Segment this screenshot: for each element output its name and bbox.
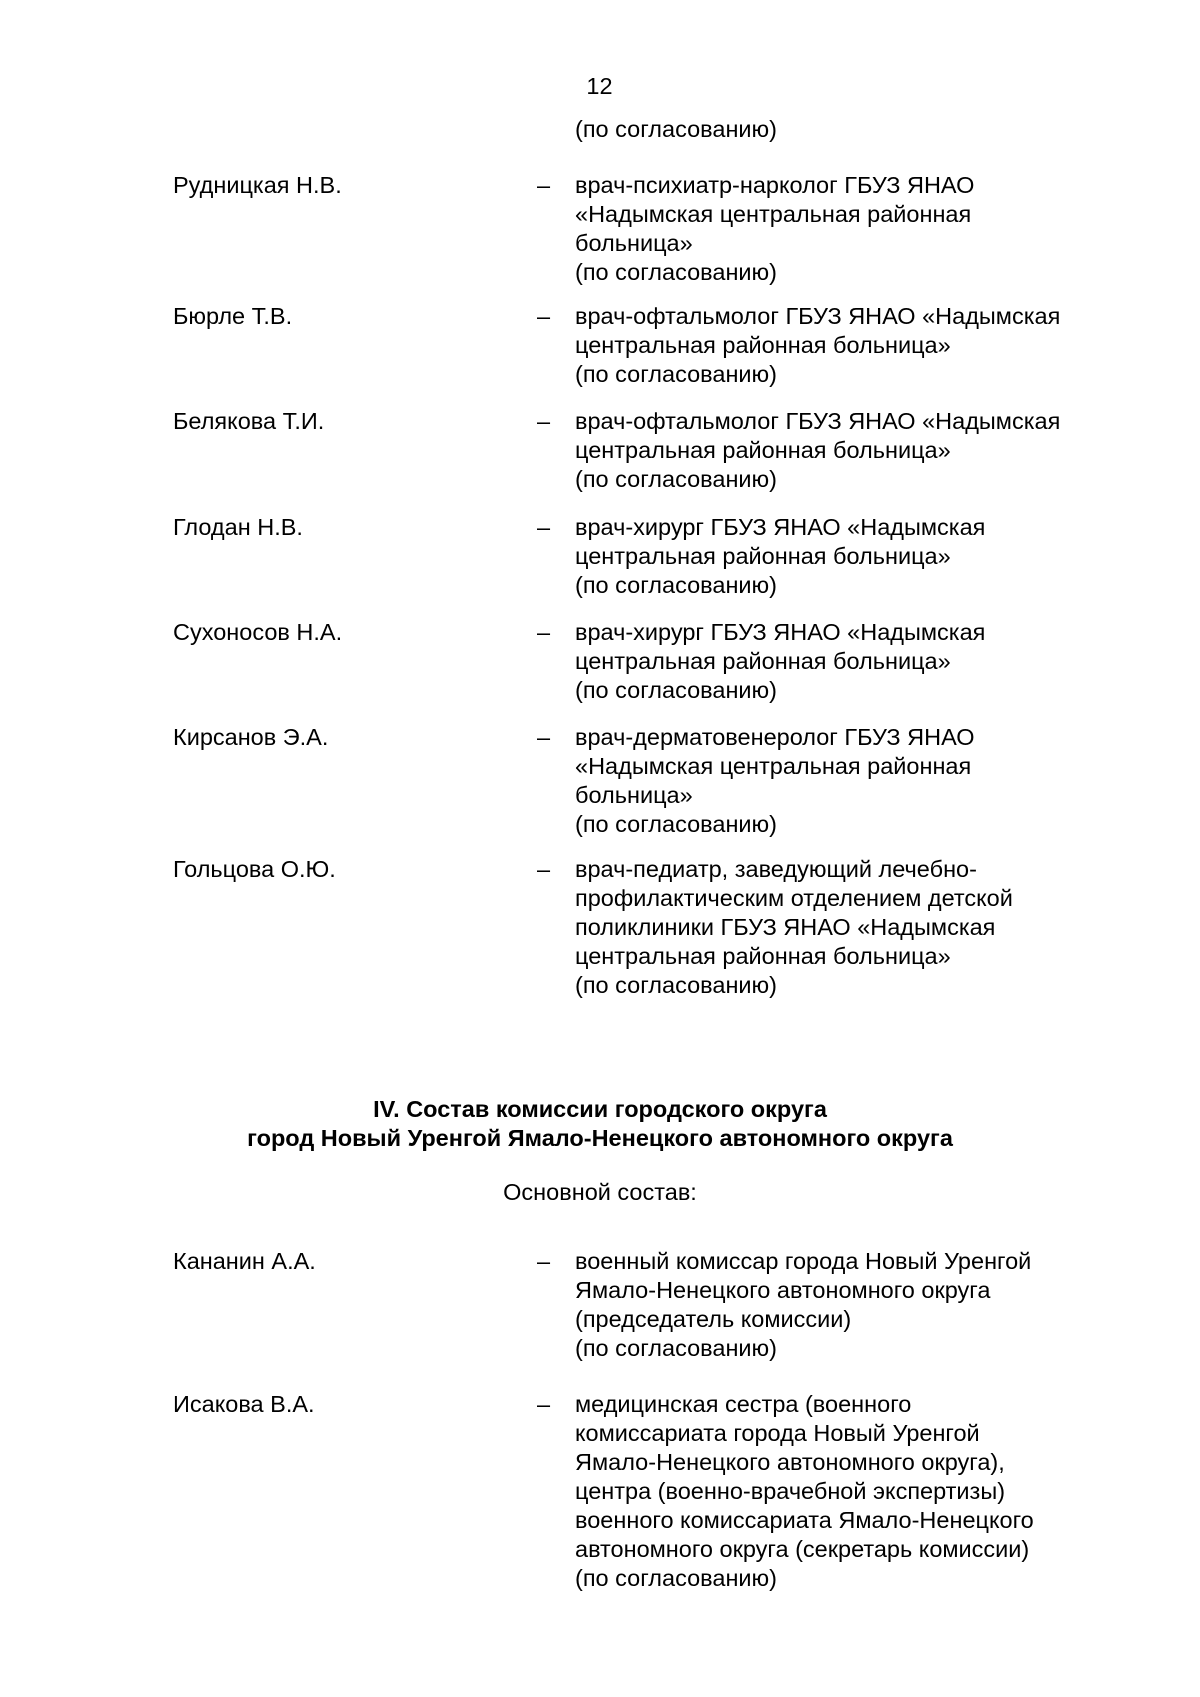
member-dash: – [537,856,551,882]
member-entry [0,407,1200,492]
member-entry [0,1247,1200,1361]
member-name: Кананин А.А. [173,1248,316,1274]
member-dash: – [537,1391,551,1417]
member-dash: – [537,172,551,198]
continued-approval-note: (по согласованию) [575,116,777,142]
member-dash: – [537,514,551,540]
member-name: Гольцова О.Ю. [173,856,336,882]
member-dash: – [537,619,551,645]
member-dash: – [537,724,551,750]
member-position: врач-психиатр-нарколог ГБУЗ ЯНАО «Надымская центральная районная больница» (по согласованию) [575,172,975,285]
member-entry [0,513,1200,598]
member-entry [0,302,1200,387]
member-position: врач-офтальмолог ГБУЗ ЯНАО «Надымская центральная районная больница» (по согласованию) [575,408,1061,492]
member-position: врач-хирург ГБУЗ ЯНАО «Надымская центральная районная больница» (по согласованию) [575,514,986,598]
member-name: Глодан Н.В. [173,514,303,540]
member-entry [0,618,1200,703]
member-position: медицинская сестра (военного комиссариата города Новый Уренгой Ямало-Ненецкого автономного округа), центра (военно-врачебной экспертизы) военного комиссариата Ямало-Ненецкого автономного округа (секретарь комиссии) (по согласованию) [575,1391,1034,1591]
member-position: врач-офтальмолог ГБУЗ ЯНАО «Надымская центральная районная больница» (по согласованию) [575,303,1061,387]
member-position: военный комиссар города Новый Уренгой Ямало-Ненецкого автономного округа (председатель комиссии) (по согласованию) [575,1248,1032,1361]
member-name: Исакова В.А. [173,1391,315,1417]
member-position: врач-хирург ГБУЗ ЯНАО «Надымская центральная районная больница» (по согласованию) [575,619,986,703]
member-dash: – [537,408,551,434]
member-dash: – [537,303,551,329]
member-name: Сухоносов Н.А. [173,619,343,645]
member-dash: – [537,1248,551,1274]
main-composition-label: Основной состав: [503,1179,697,1205]
member-name: Бюрле Т.В. [173,303,293,329]
member-entry [0,855,1200,998]
member-name: Кирсанов Э.А. [173,724,329,750]
member-position: врач-педиатр, заведующий лечебно- профилактическим отделением детской поликлиники ГБУЗ ЯНАО «Надымская центральная районная больница» (по согласованию) [575,856,1013,998]
page-number: 12 [586,73,613,99]
member-name: Белякова Т.И. [173,408,325,434]
member-entry [0,1390,1200,1591]
member-name: Рудницкая Н.В. [173,172,342,198]
member-entry [0,723,1200,837]
member-entry [0,171,1200,285]
member-position: врач-дерматовенеролог ГБУЗ ЯНАО «Надымская центральная районная больница» (по согласованию) [575,724,975,837]
section-heading: IV. Состав комиссии городского округа город Новый Уренгой Ямало-Ненецкого автономного округа [247,1096,953,1151]
